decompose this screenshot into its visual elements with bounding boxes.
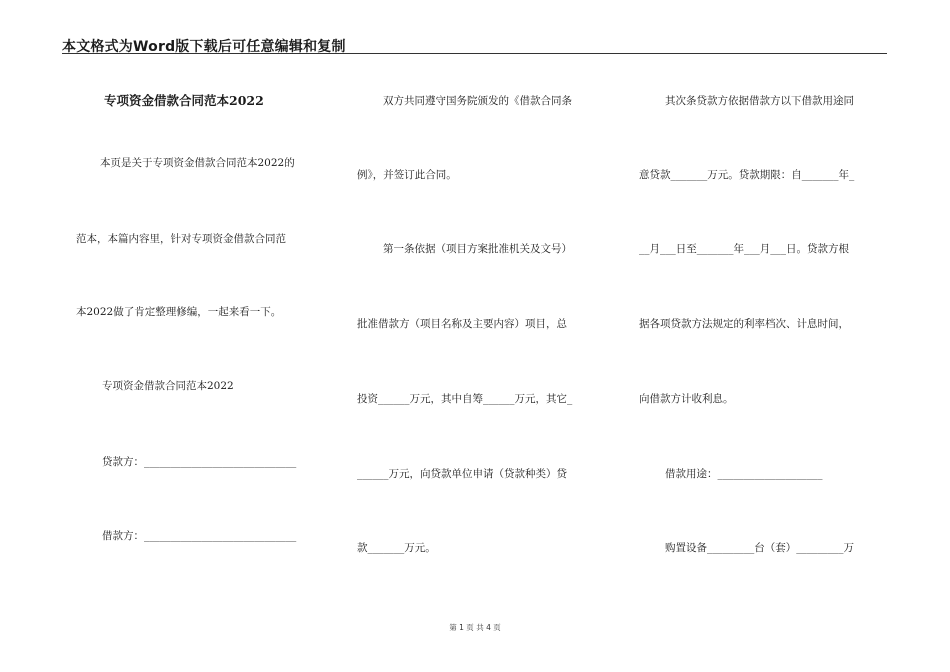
document-header: 本文格式为Word版下载后可任意编辑和复制 — [62, 39, 346, 55]
document-title: 专项资金借款合同范本2022 — [104, 93, 264, 108]
paragraph-line: ______万元，向贷款单位申请（贷款种类）贷 — [357, 468, 567, 480]
paragraph-line: 范本，本篇内容里，针对专项资金借款合同范 — [76, 233, 286, 245]
paragraph-line: 投资______万元，其中自筹______万元，其它_ — [357, 393, 573, 405]
paragraph-line: 向借款方计收利息。 — [639, 393, 734, 405]
paragraph-line: 批准借款方（项目名称及主要内容）项目，总 — [357, 318, 567, 330]
paragraph-line: 例》，并签订此合同。 — [357, 169, 457, 181]
section-heading: 专项资金借款合同范本2022 — [102, 380, 234, 392]
header-divider — [62, 53, 887, 54]
borrower-field-line: 借款方：_____________________________ — [102, 530, 297, 542]
loan-purpose-line: 借款用途：____________________ — [665, 468, 823, 480]
paragraph-line: 本页是关于专项资金借款合同范本2022的 — [100, 157, 295, 169]
paragraph-line: 意贷款_______万元。贷款期限：自_______年_ — [639, 169, 855, 181]
lender-field-line: 贷款方：_____________________________ — [102, 456, 297, 468]
equipment-line: 购置设备_________台（套）_________万 — [665, 542, 854, 554]
article-heading: 第一条依据（项目方案批准机关及文号） — [383, 243, 572, 255]
paragraph-line: __月___日至_______年___月___日。贷款方根 — [639, 243, 849, 255]
page-number: 第 1 页 共 4 页 — [449, 623, 501, 632]
paragraph-line: 款_______万元。 — [357, 542, 436, 554]
paragraph-line: 双方共同遵守国务院颁发的《借款合同条 — [383, 95, 572, 107]
paragraph-line: 据各项贷款方法规定的利率档次、计息时间， — [639, 318, 849, 330]
article-heading: 其次条贷款方依据借款方以下借款用途同 — [665, 95, 854, 107]
paragraph-line: 本2022做了肯定整理修编，一起来看一下。 — [76, 306, 282, 318]
